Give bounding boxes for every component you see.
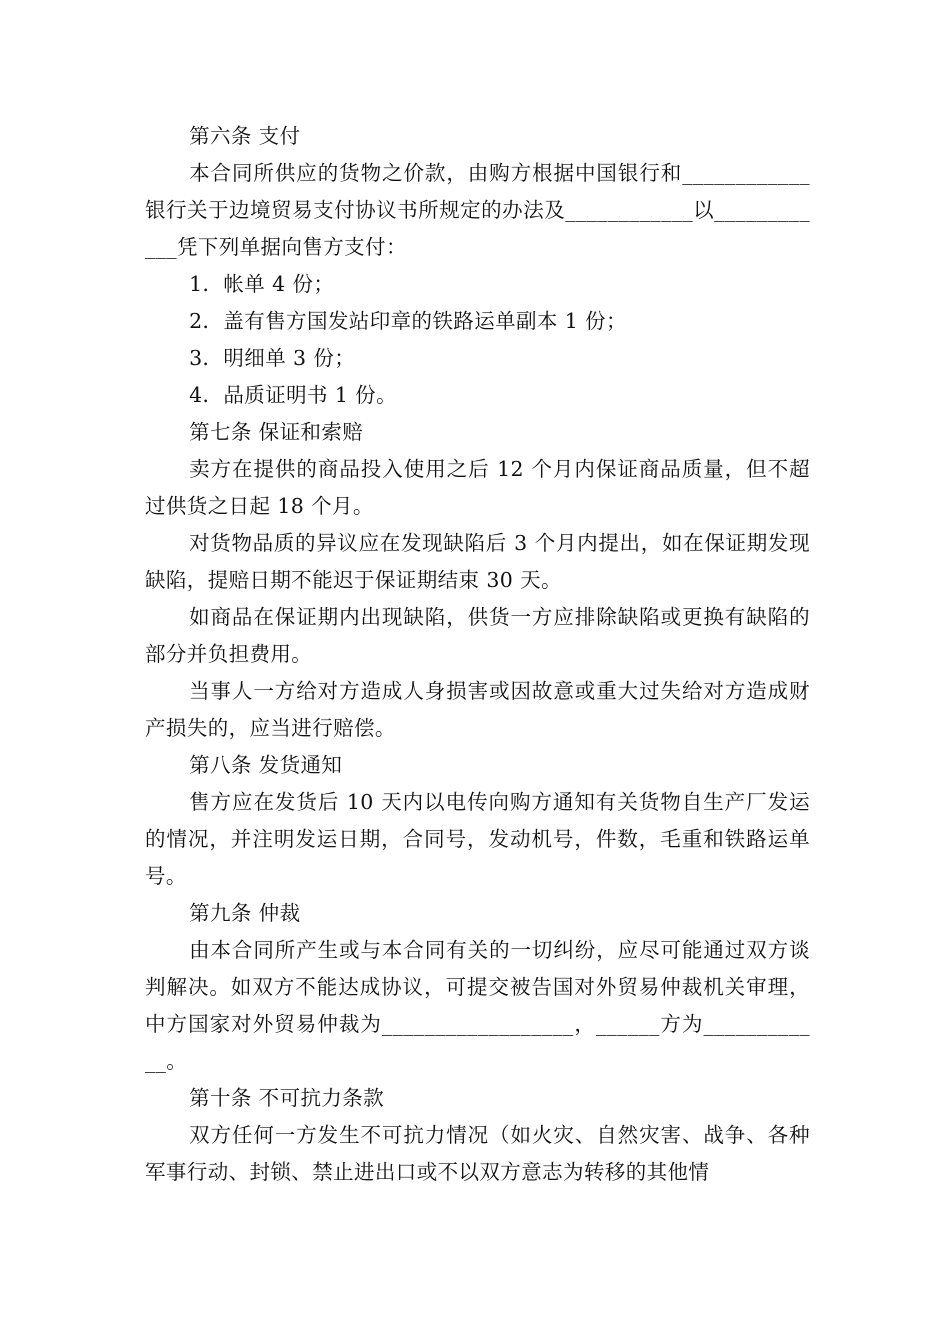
article-8-paragraph: 售方应在发货后 10 天内以电传向购方通知有关货物自生产厂发运的情况，并注明发运日期，合同号，发动机号，件数，毛重和铁路运单号。 [145, 790, 810, 888]
article-10-paragraph: 双方任何一方发生不可抗力情况（如火灾、自然灾害、战争、各种军事行动、封锁、禁止进出口或不以双方意志为转移的其他情 [145, 1123, 810, 1184]
document-list-item-2: 2．盖有售方国发站印章的铁路运单副本 1 份； [189, 309, 627, 333]
article-7-paragraph-4: 当事人一方给对方造成人身损害或因故意或重大过失给对方造成财产损失的，应当进行赔偿。 [145, 679, 810, 740]
article-10-heading: 第十条 不可抗力条款 [189, 1086, 385, 1110]
article-8-heading: 第八条 发货通知 [189, 753, 343, 777]
contract-text [145, 118, 810, 1191]
document-list-item-1: 1．帐单 4 份； [189, 272, 335, 296]
article-7-paragraph-3: 如商品在保证期内出现缺陷，供货一方应排除缺陷或更换有缺陷的部分并负担费用。 [145, 605, 810, 666]
article-7-paragraph-2: 对货物品质的异议应在发现缺陷后 3 个月内提出，如在保证期发现缺陷，提赔日期不能迟于保证期结束 30 天。 [145, 531, 810, 592]
article-7-paragraph-1: 卖方在提供的商品投入使用之后 12 个月内保证商品质量，但不超过供货之日起 18 个月。 [145, 457, 810, 518]
article-6-heading: 第六条 支付 [189, 124, 301, 148]
article-7-heading: 第七条 保证和索赔 [189, 420, 364, 444]
document-list-item-3: 3．明细单 3 份； [189, 346, 356, 370]
document-list-item-4: 4．品质证明书 1 份。 [189, 383, 397, 407]
article-9-heading: 第九条 仲裁 [189, 901, 301, 925]
article-6-paragraph: 本合同所供应的货物之价款，由购方根据中国银行和____________银行关于边境贸易支付协议书所规定的办法及____________以____________凭下列单据向售方支付： [145, 161, 810, 259]
article-9-paragraph: 由本合同所产生或与本合同有关的一切纠纷，应尽可能通过双方谈判解决。如双方不能达成协议，可提交被告国对外贸易仲裁机关审理，中方国家对外贸易仲裁为__________________，______方为____________。 [145, 938, 810, 1073]
